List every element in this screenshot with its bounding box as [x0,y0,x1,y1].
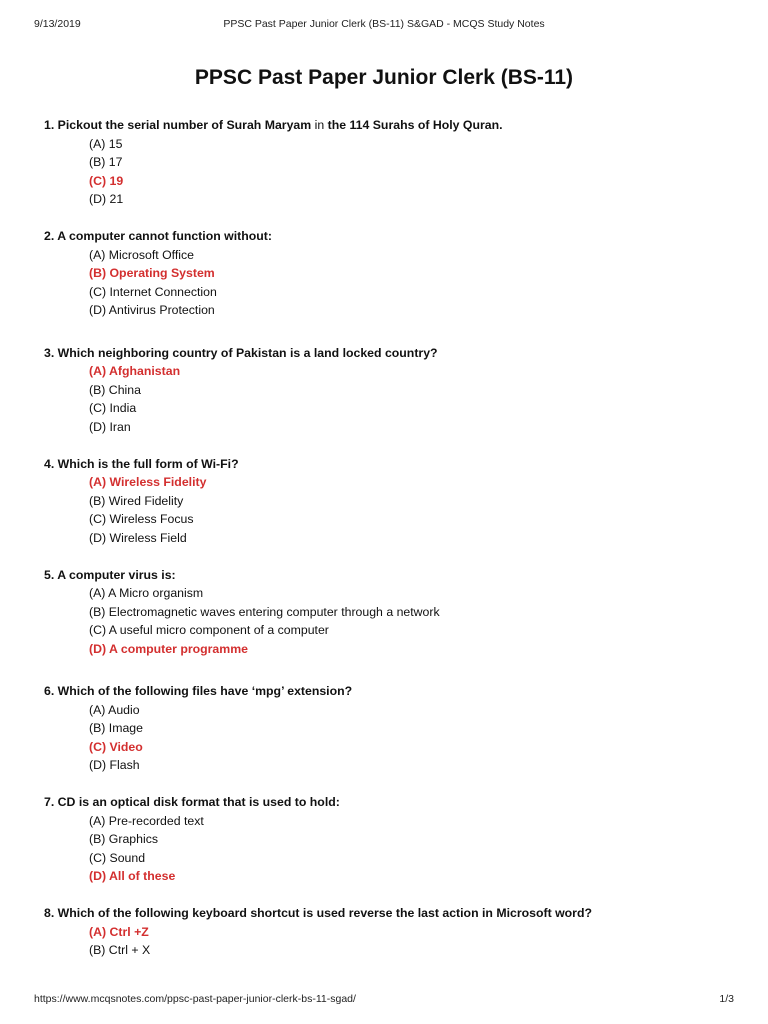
answer-option: (B) Wired Fidelity [89,493,184,508]
answer-option: (C) Sound [89,850,146,865]
answer-option: (B) Graphics [89,832,159,847]
question-5 [44,566,744,659]
answer-option: (C) Wireless Focus [89,512,194,527]
question-6 [44,682,744,775]
answer-option: (C) A useful micro component of a computer [89,623,329,638]
answer-option: (A) A Micro organism [89,586,204,601]
answer-option: (C) Internet Connection [89,284,217,299]
answer-option: (B) 17 [89,155,123,169]
correct-answer-option: (D) All of these [89,869,176,884]
page-title: PPSC Past Paper Junior Clerk (BS-11) [194,66,574,89]
question-3 [44,344,744,437]
correct-answer-option: (A) Wireless Fidelity [89,475,207,490]
question-list [44,116,744,979]
correct-answer-option: (B) Operating System [89,266,215,281]
question-text [44,116,744,135]
answer-option: (B) Image [89,721,143,736]
question-text: 6. Which of the following files have ‘mpg’ extension? [44,684,353,699]
answer-option: (A) Pre-recorded text [89,813,204,828]
correct-answer-option: (C) Video [89,739,143,754]
question-2 [44,227,744,320]
question-1 [44,116,744,209]
question-7 [44,793,744,886]
answer-option: (B) Ctrl + X [89,943,151,958]
answer-option: (A) 15 [89,136,123,151]
correct-answer-option: (A) Afghanistan [89,364,181,379]
question-text: 3. Which neighboring country of Pakistan is a land locked country? [44,345,438,360]
answer-option: (D) 21 [89,192,124,206]
print-date: 9/13/2019 [34,18,81,30]
answer-option: (C) India [89,401,137,416]
question-text: 8. Which of the following keyboard shortcut is used reverse the last action in Microsoft word? [44,906,592,921]
question-8 [44,904,744,960]
correct-answer-option: (D) A computer programme [89,641,248,656]
question-4 [44,455,744,548]
print-header-title: PPSC Past Paper Junior Clerk (BS-11) S&GAD - MCQS Study Notes [223,18,545,30]
question-text: 7. CD is an optical disk format that is used to hold: [44,795,340,810]
question-text: 4. Which is the full form of Wi-Fi? [44,456,239,471]
answer-option: (D) Antivirus Protection [89,303,215,318]
answer-option: (D) Wireless Field [89,530,187,545]
question-text: 2. A computer cannot function without: [44,229,272,244]
page-number: 1/3 [719,993,734,1005]
answer-option: (D) Flash [89,758,140,773]
answer-option: (B) Electromagnetic waves entering computer through a network [89,604,440,619]
question-text-part: in [311,118,328,132]
correct-answer-option: (C) 19 [89,173,124,188]
correct-answer-option: (A) Ctrl +Z [89,924,149,939]
question-text-part: 1. Pickout the serial number of Surah Maryam [44,118,312,132]
question-text: 5. A computer virus is: [44,567,176,582]
answer-option: (D) Iran [89,419,131,434]
answer-option: (B) China [89,382,141,397]
answer-option: (A) Audio [89,702,140,717]
footer-url-link[interactable]: https://www.mcqsnotes.com/ppsc-past-paper-junior-clerk-bs-11-sgad/ [34,993,356,1005]
question-text-part: the 114 Surahs of Holy Quran. [327,118,503,132]
answer-option: (A) Microsoft Office [89,247,194,262]
